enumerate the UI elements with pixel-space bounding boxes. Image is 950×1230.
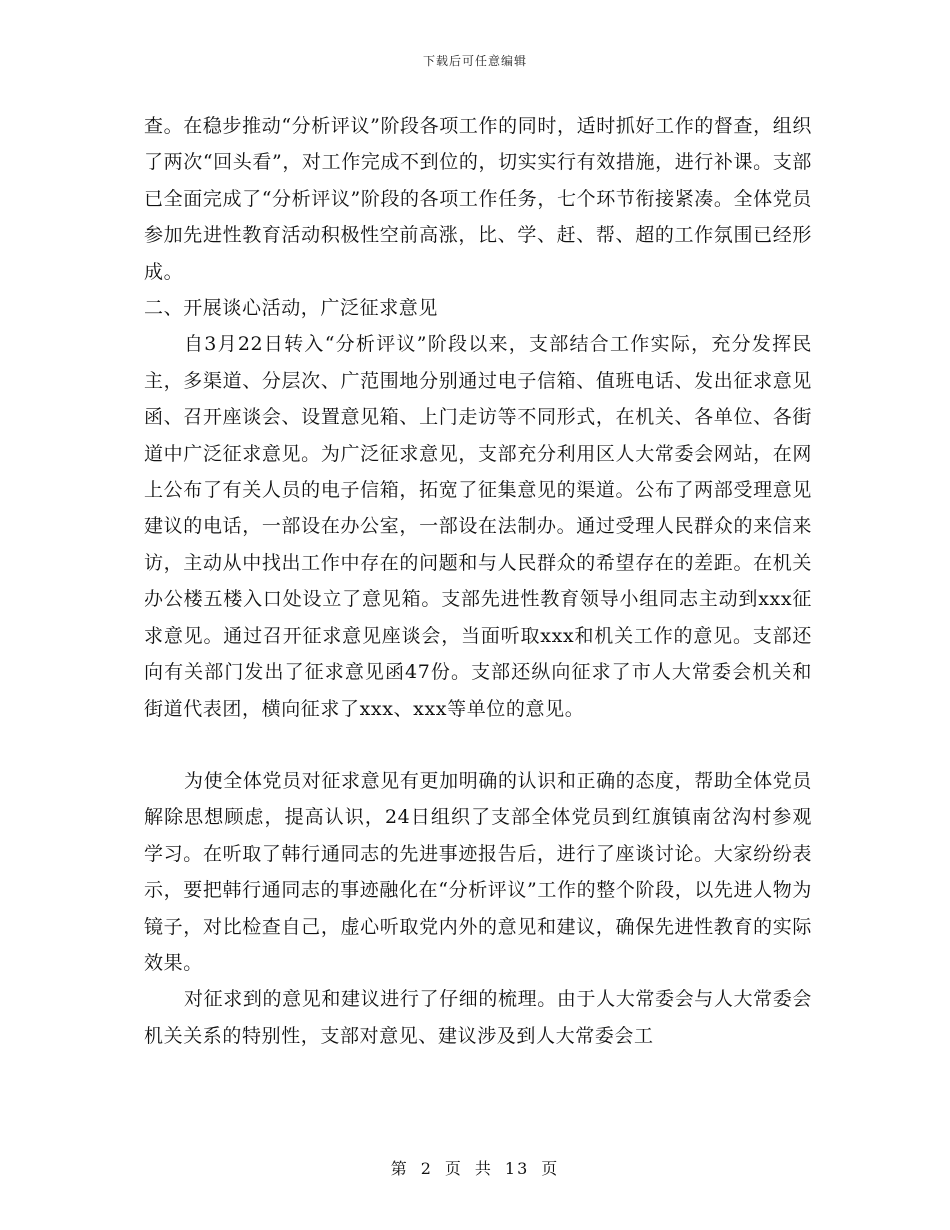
footer-label-total: 共 <box>474 1159 493 1178</box>
footer-label-page: 第 <box>390 1159 409 1178</box>
page-header: 下载后可任意编辑 <box>422 54 527 68</box>
paragraph-gap <box>144 727 812 763</box>
footer-label-page-unit: 页 <box>444 1159 463 1178</box>
footer-label-total-unit: 页 <box>541 1159 560 1178</box>
paragraph-1: 查。在稳步推动“分析评议”阶段各项工作的同时，适时抓好工作的督查，组织了两次“回头看”，对工作完成不到位的，切实实行有效措施，进行补课。支部已全面完成了“分析评议”阶段的各项工作任务，七个环节衔接紧凑。全体党员参加先进性教育活动积极性空前高涨，比、学、赶、帮、超的工作氛围已经形成。 <box>144 115 812 283</box>
section-heading: 二、开展谈心活动，广泛征求意见 <box>144 297 439 320</box>
paragraph-2: 自3月22日转入“分析评议”阶段以来，支部结合工作实际，充分发挥民主，多渠道、分层次、广范围地分别通过电子信箱、值班电话、发出征求意见函、召开座谈会、设置意见箱、上门走访等不同形式，在机关、各单位、各街道中广泛征求意见。为广泛征求意见，支部充分利用区人大常委会网站，在网上公布了有关人员的电子信箱，拓宽了征集意见的渠道。公布了两部受理意见建议的电话，一部设在办公室，一部设在法制办。通过受理人民群众的来信来访，主动从中找出工作中存在的问题和与人民群众的希望存在的差距。在机关办公楼五楼入口处设立了意见箱。支部先进性教育领导小组同志主动到xxx征求意见。通过召开征求意见座谈会，当面听取xxx和机关工作的意见。支部还向有关部门发出了征求意见函47份。支部还纵向征求了市人大常委会机关和街道代表团，横向征求了xxx、xxx等单位的意见。 <box>144 333 812 720</box>
paragraph-3: 为使全体党员对征求意见有更加明确的认识和正确的态度，帮助全体党员解除思想顾虑，提高认识，24日组织了支部全体党员到红旗镇南岔沟村参观学习。在听取了韩行通同志的先进事迹报告后，进行了座谈讨论。大家纷纷表示，要把韩行通同志的事迹融化在“分析评议”工作的整个阶段，以先进人物为镜子，对比检查自己，虚心听取党内外的意见和建议，确保先进性教育的实际效果。 <box>144 769 812 974</box>
page-footer <box>0 1156 950 1179</box>
page-number: 2 <box>420 1159 433 1178</box>
total-pages: 13 <box>504 1159 530 1178</box>
paragraph-4: 对征求到的意见和建议进行了仔细的梳理。由于人大常委会与人大常委会机关关系的特别性，支部对意见、建议涉及到人大常委会工 <box>144 988 812 1047</box>
document-body <box>144 108 812 1054</box>
